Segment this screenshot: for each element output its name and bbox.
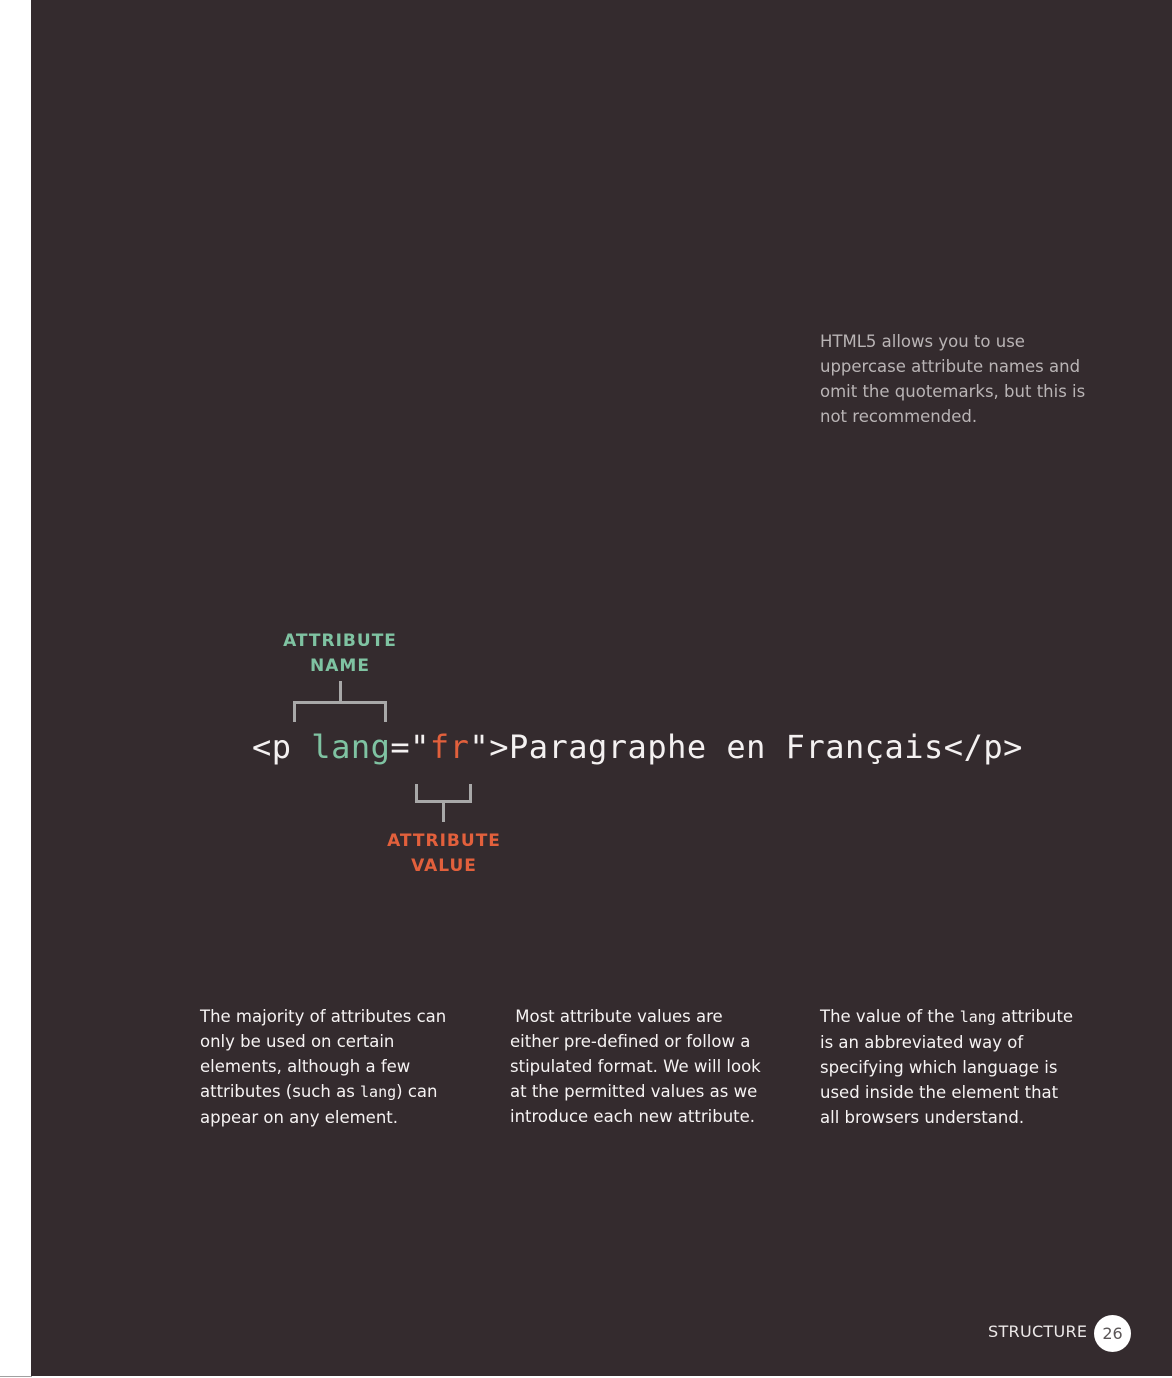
attribute-name-label-line1: ATTRIBUTE (283, 631, 397, 651)
column-2-text (510, 1004, 765, 1129)
column-3-text (820, 1004, 1075, 1130)
code-content: Paragraphe en Français (508, 728, 944, 766)
attribute-value-label-line1: ATTRIBUTE (387, 831, 501, 851)
attribute-value-label-line2: VALUE (411, 856, 477, 876)
column-2-text-before: Most attribute values are either pre-defined or follow a stipulated format. We will look at the permitted values as we introduce each new attribute. (510, 1007, 766, 1126)
page-edge-line (0, 1376, 32, 1377)
code-open-tag: <p (252, 728, 312, 766)
attribute-name-bracket-stem (339, 681, 342, 701)
page-number-badge: 26 (1094, 1315, 1131, 1352)
side-note: HTML5 allows you to use uppercase attribute names and omit the quotemarks, but this is not recommended. (820, 332, 1086, 426)
footer-section-label: STRUCTURE (988, 1322, 1088, 1341)
attribute-name-label (270, 629, 410, 679)
code-close-quote: "> (469, 728, 509, 766)
attribute-name-bracket (293, 701, 387, 722)
column-1-text (200, 1004, 450, 1130)
column-1-text-after: ) can appear on any element. (200, 1082, 438, 1127)
code-attribute-name: lang (311, 728, 391, 766)
attribute-name-label-line2: NAME (310, 656, 370, 676)
column-3-text-before: The value of the (820, 1007, 960, 1026)
code-end-tag: </p> (943, 728, 1023, 766)
code-example (252, 728, 1023, 766)
attribute-value-bracket-stem (442, 803, 445, 822)
column-3-code: lang (959, 1008, 996, 1026)
column-1-text-before: The majority of attributes can only be used on certain elements, although a few attributes (such as (200, 1007, 447, 1101)
attribute-value-label (374, 829, 514, 879)
page-background (31, 0, 1172, 1376)
code-attribute-value: fr (429, 728, 470, 766)
code-equals-quote: =" (390, 728, 430, 766)
attribute-value-bracket (415, 784, 472, 803)
column-1-code: lang (360, 1083, 397, 1101)
column-3-text-after: attribute is an abbreviated way of specifying which language is used inside the element that all browsers understand. (820, 1007, 1074, 1127)
